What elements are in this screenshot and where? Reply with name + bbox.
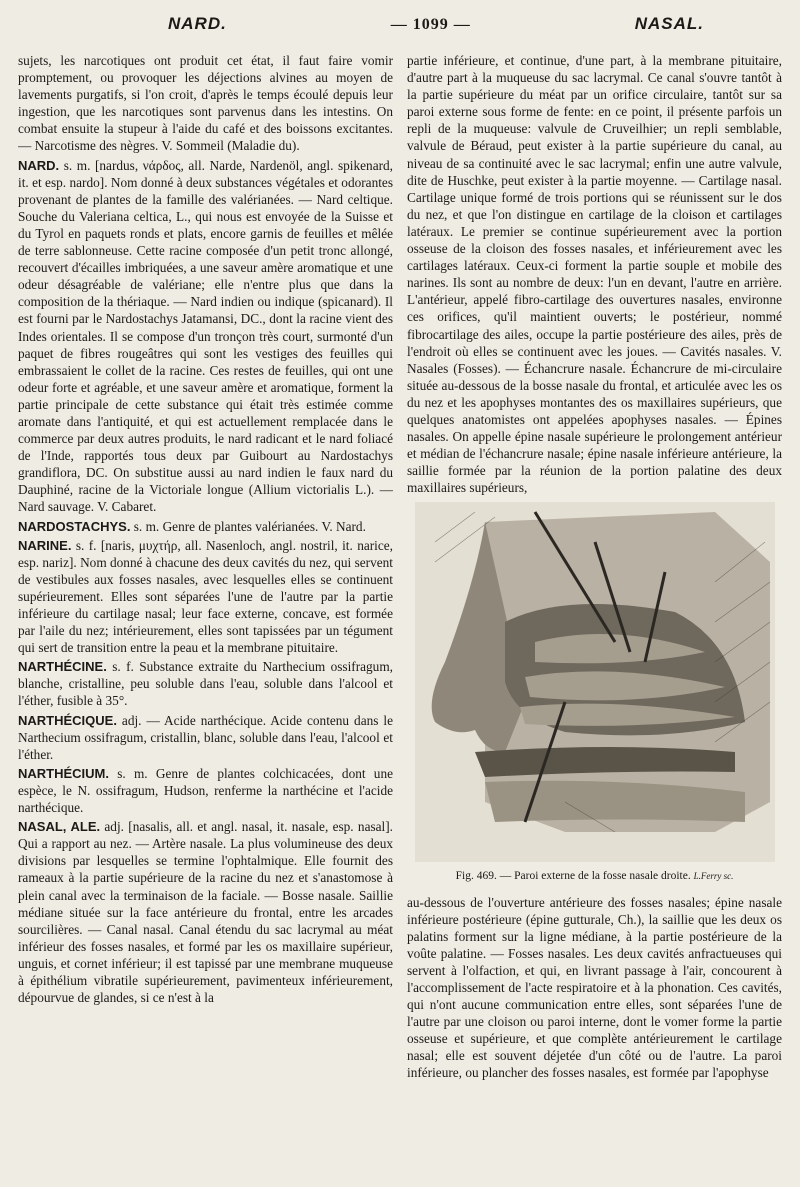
entry-body: s. m. Genre de plantes valérianées. V. Nard. [130, 518, 366, 534]
entry [18, 818, 393, 1006]
engraver-credit: L.Ferry sc. [693, 871, 734, 882]
headword: NARDOSTACHYS. [18, 518, 131, 534]
entry-body: adj. — Acide narthécique. Acide contenu dans le Narthecium ossifragum, cristallin, blanc, soluble dans l'eau, l'alcool et l'éther. [18, 712, 393, 762]
headword: NARINE. [18, 537, 72, 553]
paragraph: sujets, les narcotiques ont produit cet état, il faut faire vomir promptement, ou provoquer les déjections alvines au moyen de lavements purgatifs, si l'on croit, d'après le temps écoulé depuis leur ingestion, que les narcotiques sont parvenus dans les intestins. On combat ensuite la stupeur à l'aide du café et des boissons excitantes. — Narcotisme des nègres. V. Sommeil (Maladie du). [18, 53, 393, 154]
header-right-word: NASAL. [634, 14, 704, 33]
entry [18, 157, 393, 516]
entry [18, 658, 393, 709]
entry-body: s. f. [naris, μυχτήρ, all. Nasenloch, angl. nostril, it. narice, esp. nariz]. Nom donné à chacune des deux cavités du nez, qui servent de vestibules aux fosses nasales, avec lesquelles elles se continuent supérieurement. Elles sont séparées l'une de l'autre par la partie inférieure du cartilage nasal; leur face externe, concave, est formée par l'aile du nez; intérieurement, elles sont tapissées par un tégument qui sert de transition entre la peau et la membrane pituitaire. [18, 537, 393, 656]
paragraph: partie inférieure, et continue, d'une part, à la membrane pituitaire, d'autre part à la muqueuse du sac lacrymal. Ce canal s'ouvre tantôt à la partie supérieure du méat par un orifice circulaire, tantôt sur sa paroi externe sous forme de fente: en ce point, il présente parfois un repli de la muqueuse: valvule de Cruveilhier; un repli semblable, valvule de Béraud, peut exister à la partie supérieure du canal, au niveau de sa continuité avec le sac lacrymal; enfin une autre valvule, dite de Huschke, peut exister à la partie moyenne. — Cartilage nasal. Cartilage unique formé de trois portions qui se réunissent sur le dos du nez, et que l'on distingue en cartilage de la cloison et cartilages latéraux. Le premier se continue supérieurement avec la portion osseuse de la cloison des fosses nasales, et inférieurement avec les cartilages latéraux. Ceux-ci forment la partie souple et mobile des narines. Ils sont au nombre de deux: l'un en devant, l'autre en arrière. L'antérieur, appelé fibro-cartilage des ouvertures nasales, environne ces orifices, qu'il maintient ouverts; le postérieur, nommé fibrocartilage des ailes, occupe la partie postérieure des ailes, près de l'endroit où elles se continuent avec les joues. — Cavités nasales. V. Nasales (Fosses). — Échancrure nasale. Échancrure de mi-circulaire située au-dessous de la bosse nasale du frontal, et articulée avec les os du nez et les apophyses montantes des os maxillaires supérieurs, que quelques anatomistes ont appelées apophyses nasales. — Épines nasales. On appelle épine nasale supérieure le prolongement antérieur et médian de l'échancrure nasale; épine nasale inférieure antérieure, la saillie formée par la réunion de la portion palatine des deux maxillaires supérieurs, [407, 53, 782, 496]
right-column [407, 52, 782, 1182]
headword: NASAL, ALE. [18, 819, 101, 835]
figure-caption-text: — Paroi externe de la fosse nasale droite. [499, 870, 691, 883]
entry [18, 712, 393, 763]
entry [18, 518, 393, 535]
left-column [18, 52, 393, 1182]
headword: NARD. [18, 157, 60, 173]
entry-body: adj. [nasalis, all. et angl. nasal, it. nasale, esp. nasal]. Qui a rapport au nez. — Artère nasale. La plus volumineuse des deux divisions par lesquelles se termine l'ophtalmique. Elle fournit des rameaux à la partie supérieure de la racine du nez et s'anastomose à plein canal avec la terminaison de la faciale. — Bosse nasale. Saillie médiane située sur la face antérieure du frontal, entre les arcades sourcilières. — Canal nasal. Canal étendu du sac lacrymal au méat inférieur des fosses nasales, et formé par les os maxillaire supérieur, unguis, et cornet inférieur; il est tapissé par une membrane muqueuse à épithélium vibratile supérieurement, pavimenteux inférieurement, dépourvue de glandes, si ce n'est à la [18, 819, 393, 1006]
headword: NARTHÉCIUM. [18, 765, 109, 781]
headword: NARTHÉCINE. [18, 659, 107, 675]
header-left-word: NARD. [168, 14, 227, 33]
headword: NARTHÉCIQUE. [18, 712, 117, 728]
page-number: — 1099 — [390, 16, 471, 33]
figure [407, 502, 782, 885]
entry-body: s. m. Genre de plantes colchicacées, dont une espèce, le N. ossifragum, Hudson, renferme la narthécine et l'acide narthécique. [18, 765, 393, 816]
running-head [18, 14, 782, 40]
nasal-cavity-engraving [415, 502, 775, 862]
entry-body: s. m. [nardus, νάρδος, all. Narde, Nardenöl, angl. spikenard, it. et esp. nardo]. Nom donné à deux substances végétales et odorantes provenant de plantes de la famille des valérianées. — Nard celtique. Souche du Valeriana celtica, L., qui nous est envoyée de la Suisse et du Tyrol en paquets ronds et plats, encore garnis de feuilles et mêlée de terre sablonneuse. Cette racine composée d'un petit tronc allongé, recouvert d'écailles imbriquées, a une saveur amère aromatique et une odeur désagréable de valériane; elle n'entre plus que dans la composition de la thériaque. — Nard indien ou indique (spicanard). Il est fourni par le Nardostachys Jatamansi, DC., dont la racine vient des Indes orientales. Il se compose d'un tronçon très court, surmonté d'un paquet de fibres rougeâtres qui sont les vestiges des feuilles qui embrassaient le collet de la racine. Ces restes de feuilles, qui ont une odeur forte et agréable, et une saveur amère et aromatique, forment la partie principale de cette substance qui était très estimée comme aromate dans l'antiquité, et qui est actuellement remplacée dans le commerce par deux autres produits, le nard radicant et le nard foliacé de l'Inde, rapportés tous deux par Guibourt au Nardostachys grandiflora, DC. On substitue aussi au nard indien le faux nard du Dauphiné, racine de la Victoriale longue (Allium victorialis L.). — Nard sauvage. V. Cabaret. [18, 157, 393, 515]
entry [18, 537, 393, 657]
entry-body: s. f. Substance extraite du Narthecium ossifragum, blanche, cristalline, peu soluble dans l'eau, soluble dans l'alcool et l'éther, fusible à 35°. [18, 659, 393, 709]
paragraph: au-dessous de l'ouverture antérieure des fosses nasales; épine nasale inférieure postérieure (épine gutturale, Ch.), la saillie que les deux os palatins forment sur la ligne médiane, à la partie postérieure de la voûte palatine. — Fosses nasales. Les deux cavités anfractueuses qui servent à l'olfaction, et qui, en livrant passage à l'air, concourent à l'accomplissement de l'acte respiratoire et à la phonation. Ces cavités, qui n'ont aucune communication entre elles, sont séparées l'une de l'autre par une cloison ou paroi interne, dont le vomer forme la partie osseuse et supérieure, et que complète antérieurement le cartilage nasal; elle est souvent déjetée d'un côté ou de l'autre. La paroi inférieure, ou plancher des fosses nasales, est formée par l'apophyse [407, 894, 782, 1081]
figure-caption [407, 868, 782, 885]
figure-number: Fig. 469. [455, 870, 497, 883]
entry [18, 765, 393, 816]
